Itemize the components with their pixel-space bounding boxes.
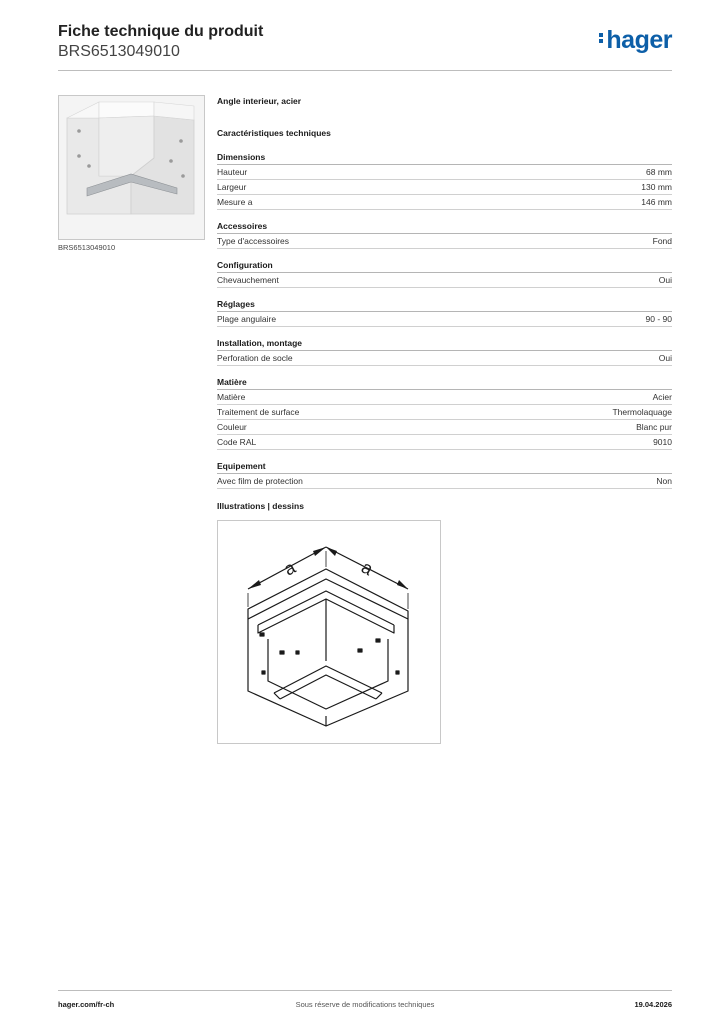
corner-drawing-icon bbox=[218, 521, 440, 743]
section-title: Configuration bbox=[217, 260, 672, 273]
section-dimensions bbox=[217, 152, 672, 210]
spec-row bbox=[217, 351, 672, 366]
logo-text: hager bbox=[606, 26, 672, 54]
spec-row bbox=[217, 390, 672, 405]
section-title: Installation, montage bbox=[217, 338, 672, 351]
spec-value: Oui bbox=[658, 275, 672, 285]
spec-value: 9010 bbox=[653, 437, 672, 447]
spec-row bbox=[217, 180, 672, 195]
page-header bbox=[58, 22, 672, 71]
spec-row bbox=[217, 435, 672, 450]
spec-value: Oui bbox=[658, 353, 672, 363]
tech-heading: Caractéristiques techniques bbox=[217, 128, 331, 138]
technical-drawing bbox=[217, 520, 441, 744]
product-image bbox=[58, 95, 205, 240]
spec-label: Chevauchement bbox=[217, 275, 279, 285]
spec-row bbox=[217, 405, 672, 420]
dimension-label-left: a bbox=[280, 557, 299, 580]
spec-row bbox=[217, 474, 672, 489]
page-subtitle: BRS6513049010 bbox=[58, 43, 180, 60]
spec-value: 90 - 90 bbox=[645, 314, 672, 324]
spec-row bbox=[217, 195, 672, 210]
illustrations-heading: Illustrations | dessins bbox=[217, 501, 304, 511]
footer-website-link[interactable]: hager.com/fr-ch bbox=[58, 1000, 115, 1009]
spec-row bbox=[217, 234, 672, 249]
footer-date: 19.04.2026 bbox=[634, 1000, 672, 1009]
spec-label: Hauteur bbox=[217, 167, 248, 177]
spec-row bbox=[217, 165, 672, 180]
spec-label: Traitement de surface bbox=[217, 407, 300, 417]
spec-value: Acier bbox=[652, 392, 672, 402]
spec-label: Perforation de socle bbox=[217, 353, 293, 363]
section-title: Accessoires bbox=[217, 221, 672, 234]
spec-row bbox=[217, 312, 672, 327]
spec-value: Non bbox=[656, 476, 672, 486]
spec-label: Type d'accessoires bbox=[217, 236, 290, 246]
spec-value: Fond bbox=[652, 236, 672, 246]
spec-row bbox=[217, 420, 672, 435]
spec-label: Plage angulaire bbox=[217, 314, 277, 324]
footer-disclaimer: Sous réserve de modifications techniques bbox=[295, 1000, 435, 1009]
section-matiere bbox=[217, 377, 672, 450]
spec-value: 130 mm bbox=[641, 182, 672, 192]
product-name: Angle interieur, acier bbox=[217, 96, 302, 106]
section-title: Réglages bbox=[217, 299, 672, 312]
spec-label: Code RAL bbox=[217, 437, 257, 447]
spec-label: Matière bbox=[217, 392, 246, 402]
section-configuration bbox=[217, 260, 672, 288]
page-footer bbox=[58, 990, 672, 1009]
page-title: Fiche technique du produit bbox=[58, 23, 264, 40]
section-title: Dimensions bbox=[217, 152, 672, 165]
main-content bbox=[217, 96, 672, 744]
product-photo-icon bbox=[59, 96, 204, 239]
spec-label: Largeur bbox=[217, 182, 247, 192]
section-title: Equipement bbox=[217, 461, 672, 474]
logo-dots-icon bbox=[599, 31, 604, 45]
spec-row bbox=[217, 273, 672, 288]
spec-value: Blanc pur bbox=[636, 422, 672, 432]
section-accessoires bbox=[217, 221, 672, 249]
spec-value: 68 mm bbox=[646, 167, 672, 177]
spec-value: Thermolaquage bbox=[612, 407, 672, 417]
spec-label: Couleur bbox=[217, 422, 247, 432]
spec-value: 146 mm bbox=[641, 197, 672, 207]
brand-logo bbox=[599, 26, 672, 55]
spec-label: Avec film de protection bbox=[217, 476, 303, 486]
dimension-label-right: a bbox=[358, 556, 377, 580]
section-title: Matière bbox=[217, 377, 672, 390]
product-image-caption: BRS6513049010 bbox=[58, 243, 116, 252]
section-equipement bbox=[217, 461, 672, 489]
section-reglages bbox=[217, 299, 672, 327]
spec-label: Mesure a bbox=[217, 197, 253, 207]
section-installation bbox=[217, 338, 672, 366]
